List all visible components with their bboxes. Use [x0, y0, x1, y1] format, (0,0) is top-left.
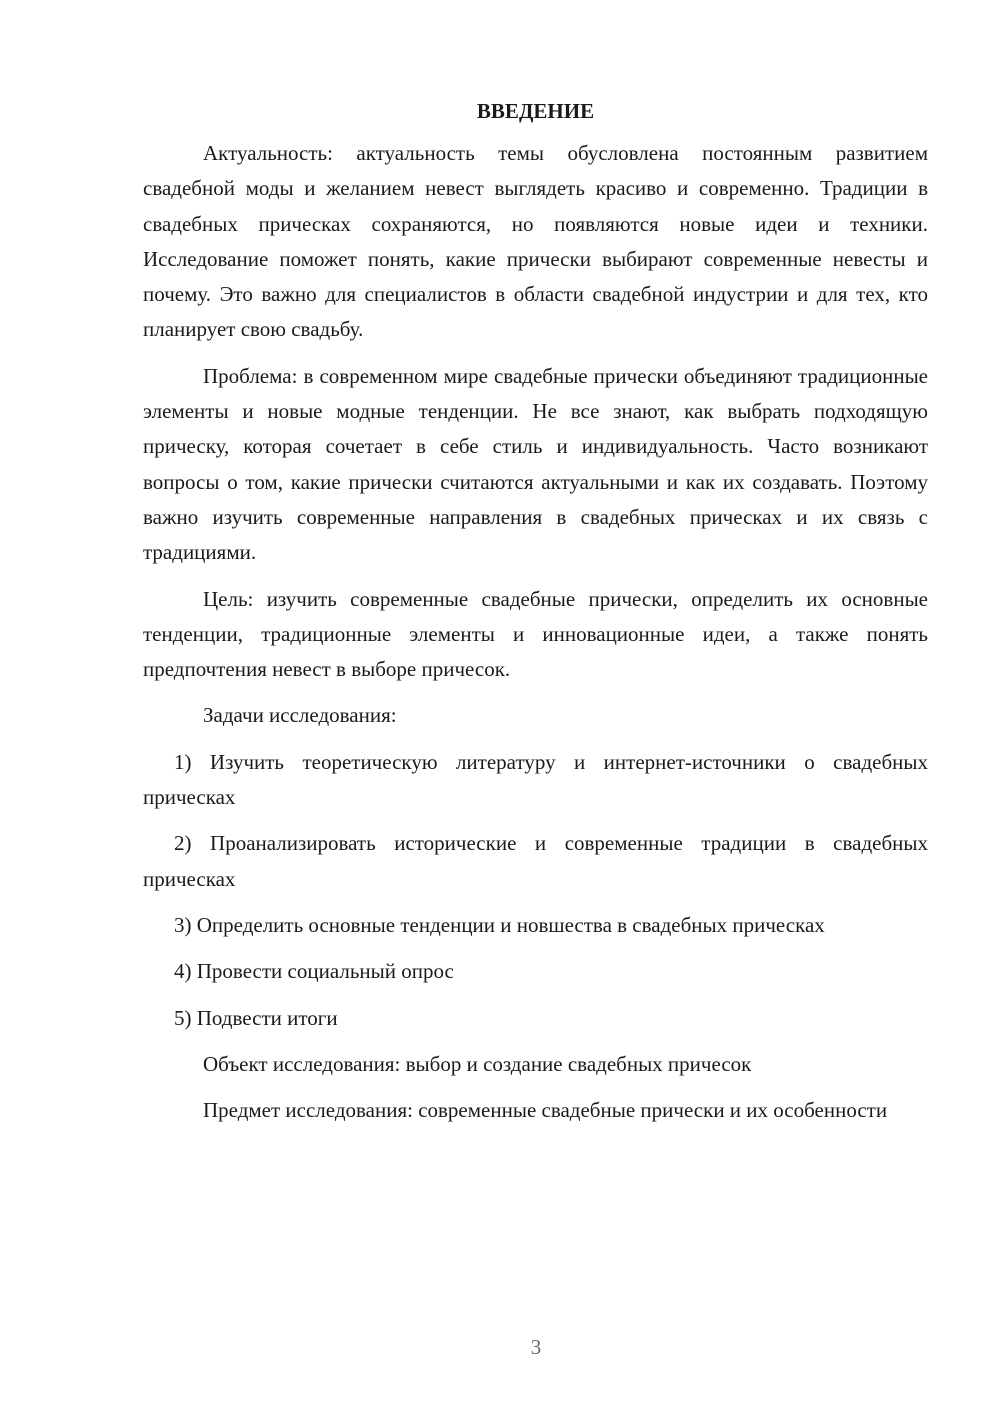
research-subject: Предмет исследования: современные свадебные прически и их особенности [203, 1098, 888, 1123]
tasks-heading: Задачи исследования: [203, 703, 397, 728]
page-content [143, 96, 928, 1139]
problem-paragraph: Проблема: в современном мире свадебные прически объединяют традиционные элементы и новые модные тенденции. Не все знают, как выбрать подходящую прическу, которая сочетает в себе стиль и индивидуальность. Часто возникают вопросы о том, какие прически считаются актуальными и как их создавать. Поэтому важно изучить современные направления в свадебных прическах и их связь с традициями. [143, 363, 928, 565]
research-object: Объект исследования: выбор и создание свадебных причесок [203, 1051, 752, 1076]
goal-paragraph: Цель: изучить современные свадебные прически, определить их основные тенденции, традиционные элементы и инновационные идеи, а также понять предпочтения невест в выборе причесок. [143, 586, 928, 682]
task-item-3: 3) Определить основные тенденции и новшества в свадебных прическах [174, 912, 825, 937]
relevance-paragraph: Актуальность: актуальность темы обусловлена постоянным развитием свадебной моды и желанием невест выглядеть красиво и современно. Традиции в свадебных прическах сохраняются, но появляются новые идеи и техники. Исследование поможет понять, какие прически выбирают современные невесты и почему. Это важно для специалистов в области свадебной индустрии и для тех, кто планирует свою свадьбу. [143, 141, 928, 342]
page-number: 3 [530, 1335, 542, 1359]
task-item-2: 2) Проанализировать исторические и современные традиции в свадебных прическах [143, 831, 928, 891]
task-item-4: 4) Провести социальный опрос [174, 959, 454, 984]
task-item-5: 5) Подвести итоги [174, 1005, 338, 1030]
page-title: ВВЕДЕНИЕ [476, 99, 595, 123]
task-item-1: 1) Изучить теоретическую литературу и интернет-источники о свадебных прическах [143, 749, 928, 810]
